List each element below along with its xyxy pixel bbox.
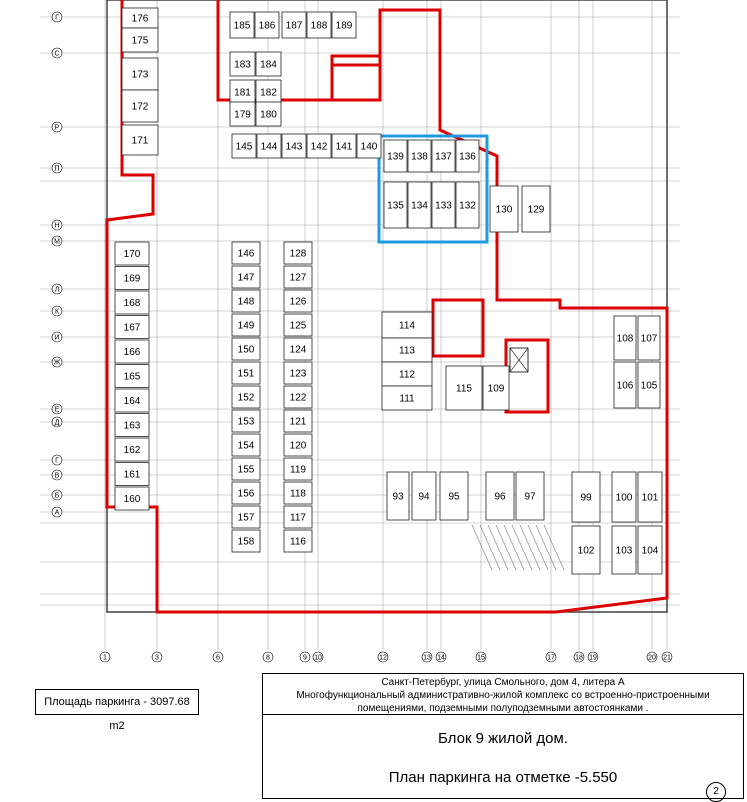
address-line-3: помещениями, подземными полуподземными автостоянками . [357, 703, 649, 714]
axis-label-left: К [54, 308, 60, 316]
axis-label-left: И [54, 334, 60, 342]
parking-space-number: 180 [260, 109, 277, 121]
address-line-1: Санкт-Петербург, улица Смольного, дом 4, литера А [381, 677, 625, 688]
address-line-2: Многофункциональный административно-жилой комплекс со встроенно-пристроенными [296, 690, 710, 701]
title-block [262, 673, 744, 799]
parking-space-number: 185 [233, 20, 251, 32]
area-info: Площадь паркинга - 3097.68 m2 [35, 689, 199, 715]
parking-space-number: 132 [459, 200, 476, 212]
parking-space-number: 130 [495, 204, 513, 216]
parking-space-number: 124 [289, 344, 307, 356]
parking-space-number: 142 [310, 141, 328, 153]
parking-space-number: 184 [260, 59, 277, 71]
parking-space-number: 176 [131, 13, 149, 25]
parking-space-number: 167 [123, 322, 141, 334]
parking-space-number: 173 [131, 69, 149, 81]
parking-space-number: 179 [234, 109, 251, 121]
parking-space-number: 162 [123, 445, 141, 456]
axis-label-bottom: 9 [303, 654, 307, 662]
parking-space-number: 129 [527, 204, 545, 216]
parking-space-number: 127 [289, 272, 307, 284]
parking-space-number: 97 [524, 491, 536, 503]
parking-space-number: 187 [285, 20, 303, 32]
parking-space-number: 147 [237, 272, 255, 284]
parking-space-number: 93 [392, 491, 404, 503]
parking-space-number: 148 [237, 296, 255, 308]
parking-space-number: 125 [289, 320, 307, 332]
parking-space-number: 146 [237, 248, 255, 260]
parking-space-number: 181 [234, 87, 251, 99]
axis-label-bottom: 8 [266, 654, 270, 662]
parking-space-number: 106 [616, 380, 634, 392]
axis-label-bottom: 19 [589, 654, 597, 662]
axis-label-bottom: 1 [103, 654, 107, 662]
axis-label-left: Р [54, 124, 60, 132]
parking-space-number: 105 [640, 380, 658, 392]
parking-space-number: 112 [399, 369, 415, 381]
axis-label-left: Г [55, 457, 59, 465]
parking-space-number: 139 [387, 151, 404, 163]
parking-space-number: 188 [310, 20, 328, 32]
parking-space-number: 115 [456, 383, 472, 395]
parking-space-number: 153 [237, 416, 255, 428]
parking-space-number: 133 [435, 200, 452, 212]
parking-space-number: 135 [387, 200, 404, 212]
parking-space-number: 113 [399, 345, 415, 357]
parking-space-number: 95 [448, 491, 460, 503]
parking-space-number: 103 [615, 545, 633, 557]
parking-space-number: 143 [285, 141, 303, 153]
parking-space-number: 94 [418, 491, 430, 503]
parking-space-number: 109 [487, 383, 505, 395]
axis-label-bottom: 12 [379, 654, 387, 662]
parking-space-number: 119 [290, 464, 306, 476]
parking-space-number: 100 [615, 492, 633, 504]
parking-space-number: 157 [237, 512, 255, 524]
parking-space-number: 151 [237, 368, 255, 380]
parking-space-number: 111 [399, 393, 415, 405]
axis-label-bottom: 17 [547, 654, 555, 662]
parking-space-number: 160 [123, 494, 141, 505]
address-block [263, 674, 743, 714]
parking-space-number: 108 [616, 333, 634, 345]
parking-space-number: 166 [123, 347, 141, 358]
axis-label-bottom: 21 [663, 654, 671, 662]
hatched-area [472, 525, 564, 570]
parking-space-number: 116 [290, 536, 306, 548]
block-title: Блок 9 жилой дом. [438, 730, 568, 747]
parking-space-number: 121 [289, 416, 307, 428]
parking-space-number: 164 [123, 396, 141, 407]
axis-label-left: В [54, 472, 60, 480]
axis-label-bottom: 18 [575, 654, 583, 662]
parking-space-number: 138 [411, 151, 428, 163]
parking-space-number: 170 [123, 249, 141, 260]
parking-space-number: 126 [289, 296, 307, 308]
axis-label-left: М [54, 238, 60, 246]
axis-label-left: Г [55, 14, 59, 22]
parking-space-number: 163 [123, 420, 141, 432]
parking-space-number: 101 [641, 492, 659, 504]
axis-label-left: С [54, 50, 60, 58]
axis-label-bottom: 13 [423, 654, 431, 662]
parking-space-number: 114 [399, 320, 415, 332]
axis-label-left: Е [54, 406, 60, 414]
sheet-number: 2 [706, 782, 726, 802]
parking-space-number: 107 [640, 333, 658, 345]
axis-label-left: Б [54, 492, 60, 500]
axis-label-bottom: 3 [155, 654, 159, 662]
parking-space-number: 165 [123, 371, 141, 383]
parking-space-number: 169 [123, 273, 141, 285]
axis-label-bottom: 14 [437, 654, 445, 662]
parking-space-number: 99 [580, 492, 592, 504]
axis-label-bottom: 10 [314, 654, 322, 662]
parking-space-number: 144 [260, 141, 278, 153]
plan-title: План паркинга на отметке -5.550 [388, 769, 618, 786]
parking-space-number: 145 [235, 141, 253, 153]
parking-space-number: 168 [123, 298, 141, 309]
parking-space-number: 155 [237, 464, 255, 476]
parking-space-number: 128 [289, 248, 307, 260]
parking-space-number: 102 [577, 545, 595, 557]
parking-space-number: 152 [237, 392, 255, 404]
parking-space-number: 117 [290, 512, 306, 524]
parking-space-number: 140 [360, 141, 378, 153]
parking-space-number: 136 [459, 151, 476, 163]
axis-label-left: Д [54, 419, 60, 427]
parking-space-number: 161 [123, 469, 141, 481]
axis-label-left: Н [54, 222, 60, 230]
parking-space-number: 122 [289, 392, 307, 404]
parking-space-number: 171 [131, 135, 149, 147]
axis-label-bottom: 6 [216, 654, 220, 662]
parking-space-number: 96 [494, 491, 506, 503]
parking-space-number: 137 [435, 151, 452, 163]
axis-label-left: Л [54, 286, 60, 294]
parking-space-number: 120 [289, 440, 307, 452]
parking-space-number: 158 [237, 536, 255, 548]
parking-space-number: 189 [335, 20, 353, 32]
parking-space-number: 149 [237, 320, 255, 332]
axis-label-left: Ж [53, 359, 61, 367]
parking-space-number: 123 [289, 368, 307, 380]
axis-label-left: А [54, 509, 60, 517]
axis-label-bottom: 15 [477, 654, 485, 662]
parking-space-number: 154 [237, 440, 255, 452]
parking-space-number: 182 [260, 87, 277, 99]
parking-space-number: 175 [131, 35, 149, 47]
parking-space-number: 118 [290, 488, 306, 500]
parking-space-number: 172 [131, 101, 149, 113]
parking-space-number: 183 [234, 59, 251, 71]
parking-space-number: 134 [411, 200, 428, 212]
parking-space-number: 141 [335, 141, 353, 153]
parking-space-number: 186 [258, 20, 276, 32]
axis-label-left: П [54, 165, 60, 173]
axis-label-bottom: 20 [648, 654, 656, 662]
parking-space-number: 150 [237, 344, 255, 356]
parking-space-number: 156 [237, 488, 255, 500]
parking-space-number: 104 [641, 545, 659, 557]
